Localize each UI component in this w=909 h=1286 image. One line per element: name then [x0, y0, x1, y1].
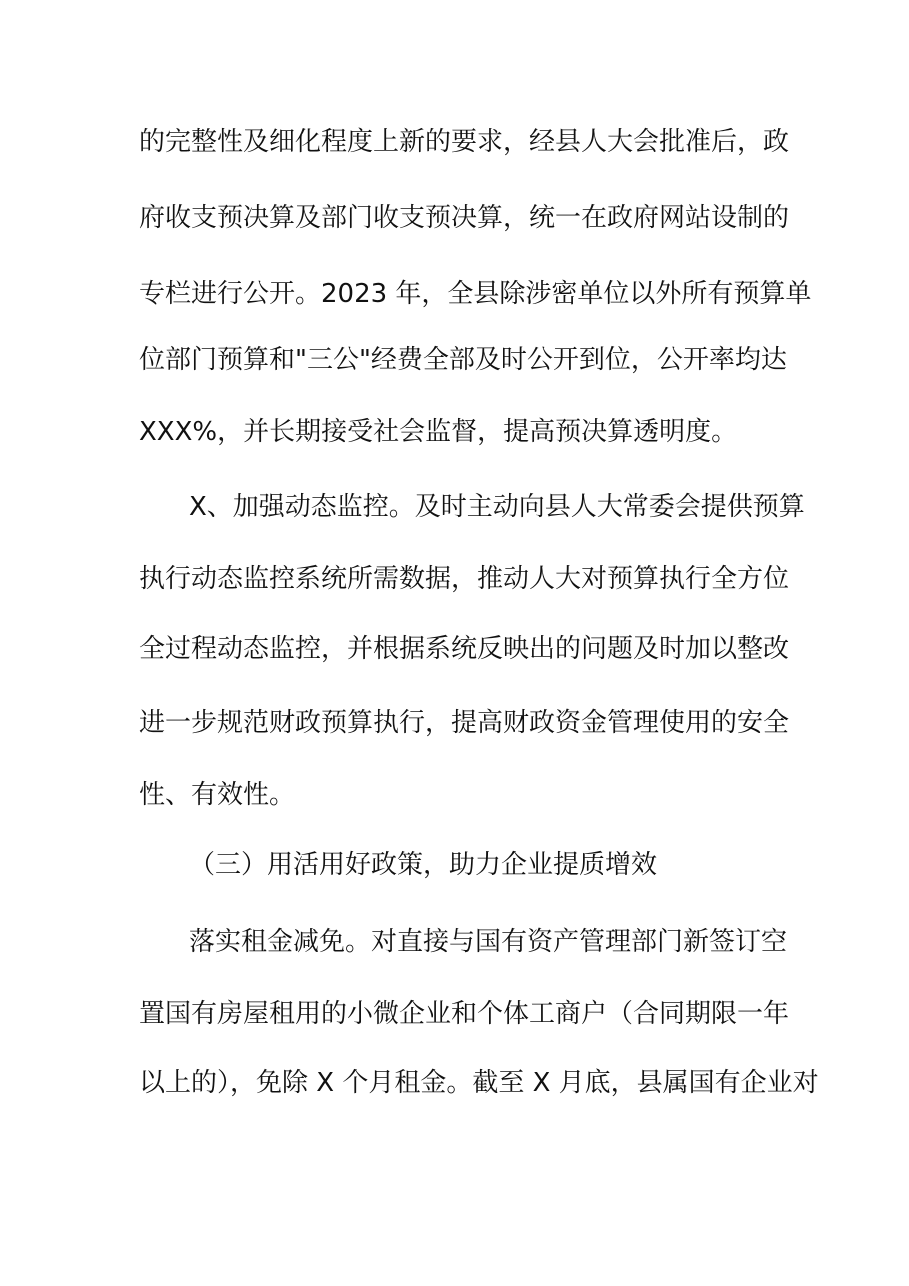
text-line: 性、有效性。 [139, 780, 296, 810]
text-line: 置国有房屋租用的小微企业和个体工商户（合同期限一年 [139, 999, 790, 1029]
text-line: XXX%，并长期接受社会监督，提高预决算透明度。 [139, 417, 738, 447]
text-line: 全过程动态监控，并根据系统反映出的问题及时加以整改 [139, 634, 790, 664]
text-line: 的完整性及细化程度上新的要求，经县人大会批准后，政 [139, 127, 790, 157]
section-heading: （三）用活用好政策，助力企业提质增效 [189, 850, 658, 880]
text-line: 进一步规范财政预算执行，提高财政资金管理使用的安全 [139, 708, 790, 738]
text-line: 以上的），免除 X 个月租金。截至 X 月底，县属国有企业对 [139, 1068, 819, 1098]
text-line: 落实租金减免。对直接与国有资产管理部门新签订空 [189, 927, 788, 957]
text-line: 位部门预算和"三公"经费全部及时公开到位，公开率均达 [139, 345, 787, 375]
text-line: X、加强动态监控。及时主动向县人大常委会提供预算 [189, 492, 805, 522]
text-line: 府收支预决算及部门收支预决算，统一在政府网站设制的 [139, 203, 790, 233]
text-line: 专栏进行公开。2023 年，全县除涉密单位以外所有预算单 [139, 279, 812, 309]
text-line: 执行动态监控系统所需数据，推动人大对预算执行全方位 [139, 564, 790, 594]
